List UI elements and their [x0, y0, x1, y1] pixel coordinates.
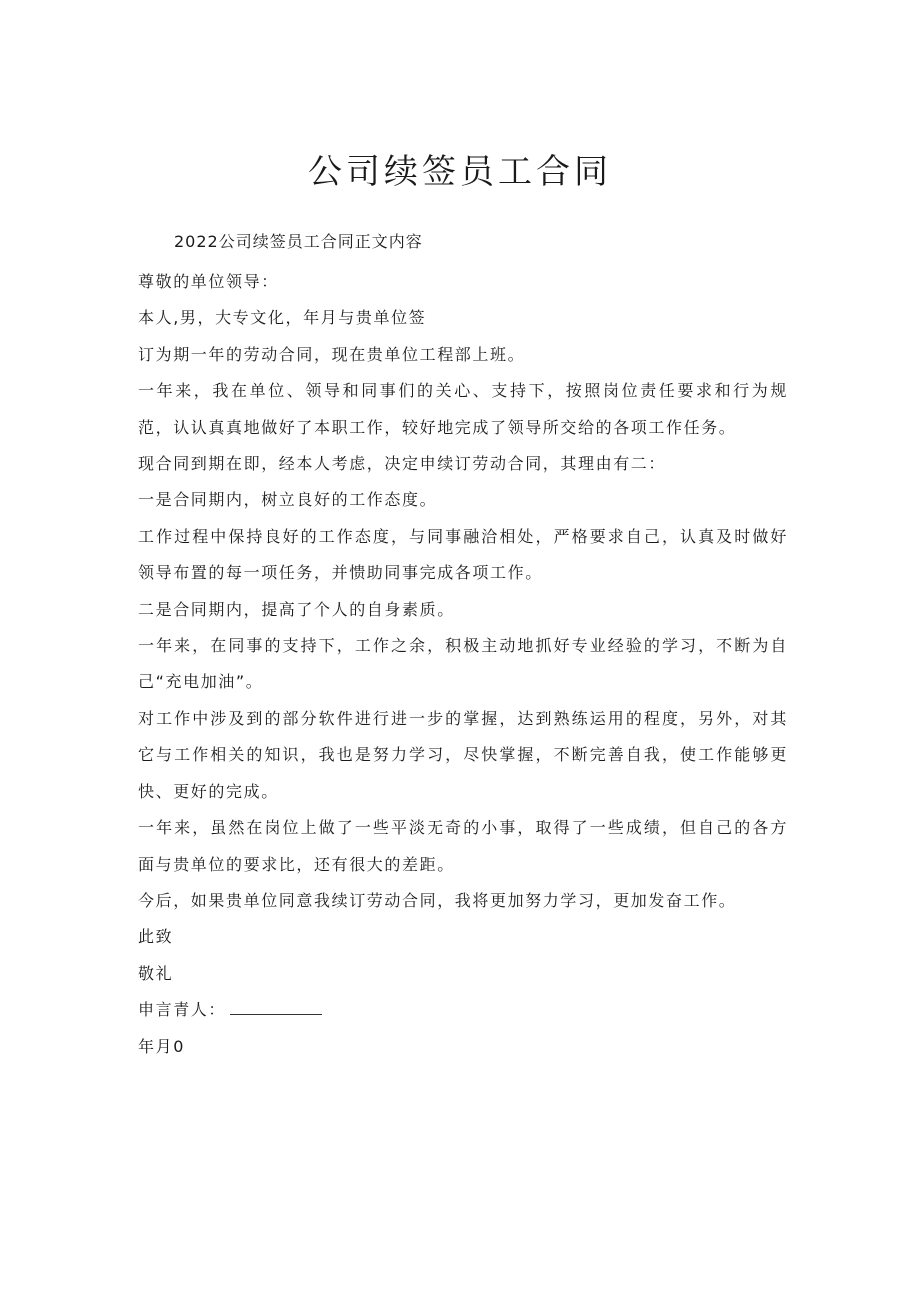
paragraph: 现合同到期在即，经本人考虑，决定申续订劳动合同，其理由有二： — [138, 454, 667, 474]
signature-row — [138, 992, 788, 1028]
paragraph: 一是合同期内，树立良好的工作态度。 — [138, 490, 438, 510]
paragraph: 今后，如果贵单位同意我续订劳动合同，我将更加努力学习，更加发奋工作。 — [138, 890, 737, 910]
paragraph: 一年来，虽然在岗位上做了一些平淡无奇的小事，取得了一些成绩，但自己的各方面与贵单位的要求比，还有很大的差距。 — [138, 818, 788, 874]
paragraph: 订为期一年的劳动合同，现在贵单位工程部上班。 — [138, 344, 526, 364]
document-subtitle: 2022公司续签员工合同正文内容 — [174, 232, 423, 251]
document-body — [138, 264, 788, 1065]
closing-greeting: 敬礼 — [138, 963, 174, 983]
signature-blank — [230, 1000, 322, 1015]
signature-label: 申言青人： — [138, 1000, 227, 1020]
paragraph: 一年来，在同事的支持下，工作之余，积极主动地抓好专业经验的学习，不断为自己“充电加油”。 — [138, 636, 788, 692]
closing-line: 此致 — [138, 927, 174, 947]
paragraph: 本人,男，大专文化，年月与贵单位签 — [138, 308, 427, 328]
paragraph: 工作过程中保持良好的工作态度，与同事融洽相处，严格要求自己，认真及时做好领导布置的每一项任务，并愦助同事完成各项工作。 — [138, 526, 788, 583]
paragraph: 对工作中涉及到的部分软件进行进一步的掌握，达到熟练运用的程度，另外，对其它与工作相关的知识，我也是努力学习，尽快掌握，不断完善自我，使工作能够更快、更好的完成。 — [138, 708, 788, 801]
paragraph: 二是合同期内，提高了个人的自身素质。 — [138, 599, 455, 619]
date-line: 年月0 — [138, 1036, 185, 1056]
paragraph: 一年来，我在单位、领导和同事们的关心、支持下，按照岗位责任要求和行为规范，认认真真地做好了本职工作，较好地完成了领导所交给的各项工作任务。 — [138, 381, 788, 437]
document-title: 公司续签员工合同 — [308, 152, 612, 192]
paragraph-salutation: 尊敬的单位领导： — [138, 272, 279, 291]
